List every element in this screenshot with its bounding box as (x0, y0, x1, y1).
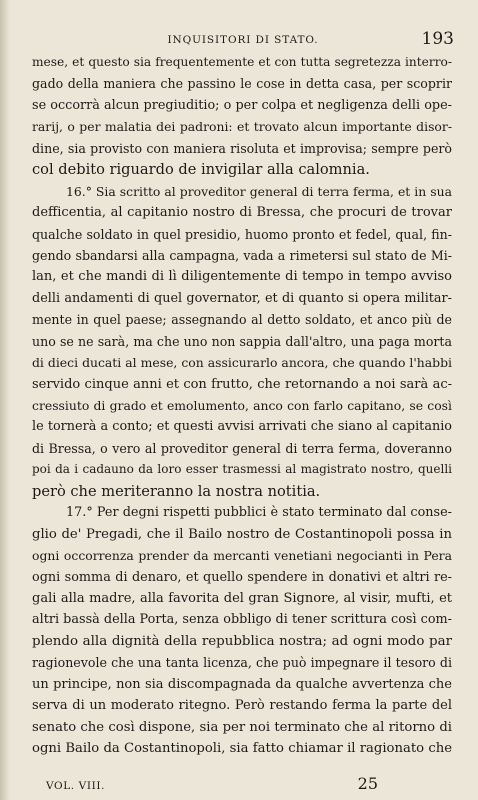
page-number: 193 (421, 29, 454, 49)
text-line: se occorrà alcun pregiuditio; o per colpa et negligenza delli ope- (32, 97, 452, 113)
running-title: INQUISITORI DI STATO. (167, 34, 319, 46)
page-gutter (0, 0, 10, 800)
text-line: glio de' Pregadi, che il Bailo nostro de Costantinopoli possa in (32, 526, 452, 542)
text-line: gali alla madre, alla favorita del gran Signore, al visir, mufti, et (32, 590, 452, 606)
text-line: gado della maniera che passino le cose in detta casa, per scoprir (32, 76, 452, 92)
text-line: servido cinque anni et con frutto, che retornando a noi sarà ac- (32, 376, 452, 392)
text-line: di dieci ducati al mese, con assicurarlo ancora, che quando l'habbi (32, 355, 452, 371)
text-line: un principe, non sia discompagnada da qualche avvertenza che (32, 676, 452, 692)
text-line: mente in quel paese; assegnando al detto soldato, et anco più de (32, 312, 452, 328)
text-line: dine, sia provisto con maniera risoluta et improvisa; sempre però (32, 140, 452, 156)
text-line: delli andamenti di quel governator, et di quanto si opera militar- (32, 290, 452, 306)
volume-label: VOL. VIII. (46, 780, 106, 792)
text-line: però che meriteranno la nostra notitia. (32, 482, 321, 500)
text-line: di Bressa, o vero al proveditor general di terra ferma, doveranno (32, 440, 452, 456)
text-line: plendo alla dignità della repubblica nostra; ad ogni modo par (32, 633, 452, 649)
text-line: ogni Bailo da Costantinopoli, sia fatto chiamar il ragionato che (32, 741, 452, 756)
paragraph-16-start: 16.° Sia scritto al proveditor general di terra ferma, et in sua (66, 183, 452, 199)
text-line: ragionevole che una tanta licenza, che può impegnare il tesoro di (32, 655, 452, 671)
text-line: gendo sbandarsi alla campagna, vada a rimetersi sul stato de Mi- (32, 247, 452, 263)
text-line: altri bassà della Porta, senza obbligo di tener scrittura così com- (32, 612, 452, 628)
text-line: poi da i cadauno da loro esser trasmessi al magistrato nostro, quelli (32, 462, 452, 477)
text-line: ogni occorrenza prender da mercanti venetiani negocianti in Pera (32, 548, 452, 564)
page-header (32, 29, 454, 52)
page-footer (46, 774, 378, 796)
text-line: cressiuto di grado et emolumento, anco con farlo capitano, se così (32, 398, 452, 413)
text-line: col debito riguardo de invigilar alla calomnia. (32, 161, 370, 179)
text-line: qualche soldato in quel presidio, huomo pronto et fedel, qual, fin- (32, 226, 452, 242)
text-line: serva di un moderato ritegno. Però restando ferma la parte del (32, 698, 452, 714)
text-line: ogni somma di denaro, et quello spendere in donativi et altri re- (32, 569, 452, 585)
text-line: lan, et che mandi di lì diligentemente di tempo in tempo avviso (32, 269, 452, 285)
signature-mark: 25 (357, 774, 378, 793)
text-line: mese, et questo sia frequentemente et con tutta segretezza interro- (32, 55, 452, 69)
text-line: rarij, o per malatia dei padroni: et trovato alcun importante disor- (32, 119, 452, 135)
text-line: uno se ne sarà, ma che uno non sappia dall'altro, una paga morta (32, 333, 452, 349)
paragraph-17-start: 17.° Per degni rispetti pubblici è stato terminato dal conse- (66, 505, 452, 521)
page-body-text (32, 52, 452, 759)
text-line: le tornerà a conto; et questi avvisi arrivati che siano al capitanio (32, 419, 452, 435)
text-line: defficentia, al capitanio nostro di Bressa, che procuri de trovar (32, 205, 452, 221)
text-line: senato che così dispone, sia per noi terminato che al ritorno di (32, 719, 452, 735)
